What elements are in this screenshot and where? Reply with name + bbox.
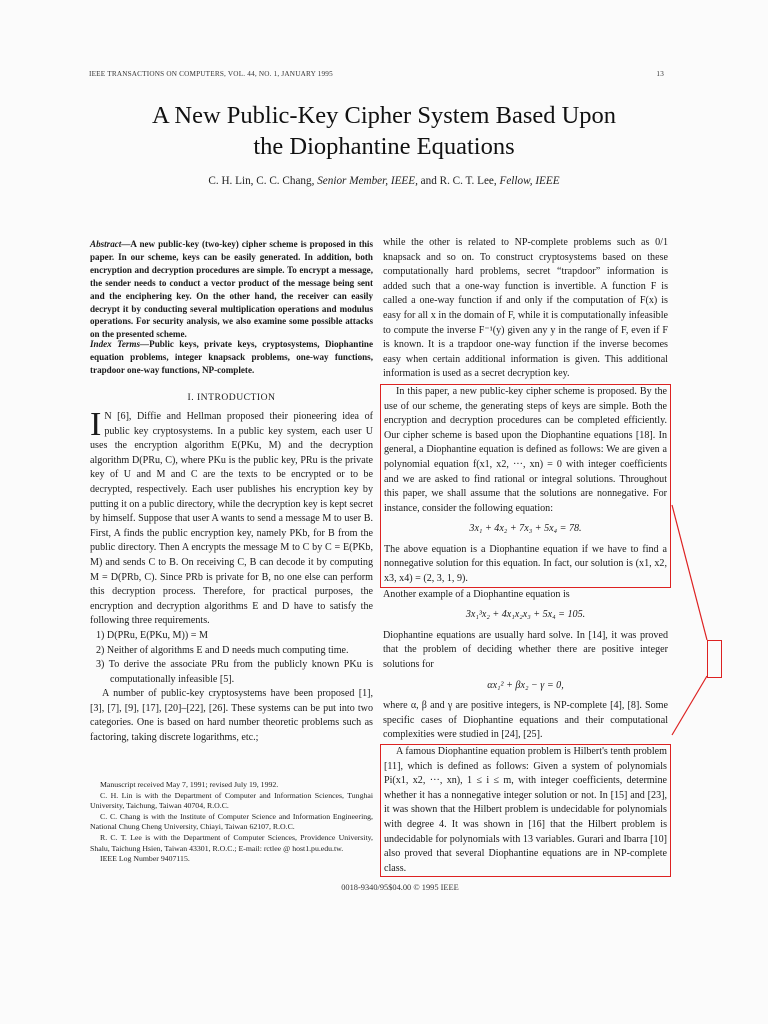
journal-name: IEEE TRANSACTIONS ON COMPUTERS, VOL. 44, NO. 1, JANUARY 1995 [89, 70, 333, 78]
equation-3: αx₁² + βx₂ − γ = 0, [487, 679, 564, 691]
right-paragraph-4: Diophantine equations are usually hard solve. In [14], it was proved that the problem of deciding whether there are positive integer solutions for [383, 629, 668, 671]
footnote-5: IEEE Log Number 9407115. [100, 854, 190, 864]
introduction-body [90, 406, 373, 746]
page-number: 13 [656, 70, 664, 78]
intro-paragraph-2: A number of public-key cryptosystems have been proposed [1], [3], [7], [9], [17], [20]–[22], [26]. These systems can be put into two categories. One is based on hard number theoretic problems such as factoring, taking discrete logarithms, etc.; [90, 688, 373, 744]
abstract [90, 238, 373, 341]
title-line-1: A New Public-Key Cipher System Based Upon [151, 102, 617, 129]
author-names-2: and R. C. T. Lee, [420, 175, 497, 187]
right-paragraph-1: while the other is related to NP-complete problems such as 0/1 knapsack and so on. To construct cryptosystems based on these computationally hard problems, secret “trapdoor” information is added such that a one-way function is invertible. A function F is called a one-way function if and only if the computation of F(x) is easy for all x in the domain of F, while it is computationally infeasible to compute the inverse F⁻¹(y) given any y in the range of F, even if F is known. It is a trapdoor one-way function if the inverse becomes easy when certain additional information is given. This additional information is used as a secret decryption key. [383, 237, 668, 380]
footnotes [90, 780, 373, 865]
right-paragraph-5: where α, β and γ are positive integers, is NP-complete [4], [8]. Some specific cases of Diophantine equations and their computational complexities were studied in [24], [25]. [383, 700, 668, 741]
footnote-4: R. C. T. Lee is with the Department of Computer Sciences, Providence University, Shalu, Taichung Hsien, Taiwan 43301, R.O.C.; E-mail: rctlee @ host1.pu.edu.tw. [90, 832, 373, 853]
author-line [0, 175, 768, 187]
copyright-line: 0018-9340/95$04.00 © 1995 IEEE [341, 883, 459, 892]
right-column [383, 236, 668, 877]
drop-cap: I [90, 406, 102, 443]
requirement-3: 3) To derive the associate PRu from the publicly known PKu is computationally infeasible [5]. [96, 659, 373, 685]
paper-title [0, 100, 768, 162]
highlight-box-1 [380, 384, 671, 588]
abstract-label: Abstract— [90, 239, 131, 249]
running-header [89, 70, 664, 78]
author-role-1: Senior Member, IEEE, [317, 175, 418, 187]
index-terms [90, 338, 373, 377]
intro-paragraph-1: N [6], Diffie and Hellman proposed their pioneering idea of public key cryptosystems. In a public key system, each user U uses the encryption algorithm E(PKu, M) and the decryption algorithm D(PRu, C), where PKu is the public key, PRu is the private key of U and M and C are the texts to be encrypted or to be decrypted, respectively. Each user publishes his encryption key by putting it on a public directory, while the decryption key is kept secret by himself. Suppose that user A wants to send a message M to user B. First, A finds the public encryption key, namely PKb, for B from the public directory. Then A encrypts the message M to C by C = E(PKb, M) and sends C to B. On receiving C, B can decode it by computing M = D(PRb, C). Since PRb is private for B, no one else can perform this decryption process. Therefore, for practical purposes, the encryption and decryption algorithms E and D have to satisfy the following three requirements. [90, 411, 373, 627]
abstract-text: A new public-key (two-key) cipher scheme is proposed in this paper. In our scheme, keys can be easily generated. In addition, both encryption and decryption procedures are simple. To encrypt a message, the sender needs to conduct a vector product of the message being sent and the enciphering key. On the other hand, the receiver can easily decrypt it by conducting several multiplication operations and modulus operations. For security analysis, we also examine some possible attacks on the presented scheme. [90, 239, 373, 340]
title-line-2: the Diophantine Equations [253, 133, 515, 160]
requirements-list [90, 629, 373, 687]
index-terms-label: Index Terms— [90, 339, 150, 349]
requirement-2: 2) Neither of algorithms E and D needs much computing time. [96, 644, 349, 656]
requirement-1: 1) D(PRu, E(PKu, M)) = M [96, 629, 208, 641]
equation-2: 3x₁³x₂ + 4x₁x₂x₃ + 5x₄ = 105. [465, 609, 586, 621]
highlight-box-2 [380, 744, 671, 877]
equation-1: 3x₁ + 4x₂ + 7x₃ + 5x₄ = 78. [469, 523, 582, 535]
author-role-2: Fellow, IEEE [499, 175, 560, 187]
leader-line-top [672, 505, 707, 640]
right-paragraph-3a: The above equation is a Diophantine equation if we have to find a nonnegative solution for this equation. In fact, our solution is (x1, x2, x3, x4) = (2, 3, 1, 9). [384, 543, 667, 585]
section-heading: I. INTRODUCTION [187, 392, 276, 403]
right-paragraph-2: In this paper, a new public-key cipher scheme is proposed. By the use of our scheme, the generating steps of keys are simple. Both the encryption and decryption procedures can be completed efficiently. Our cipher scheme is based upon the Diophantine equations [18]. In general, a Diophantine equation is defined as follows: We are given a polynomial equation f(x1, x2, ···, xn) = 0 with integer coefficients and we are asked to find rational or integral solutions. Throughout this paper, we shall assume that the solutions are nonnegative. For instance, consider the following equation: [384, 385, 667, 514]
footnote-3: C. C. Chang is with the Institute of Computer Science and Information Engineering, National Chung Cheng University, Chiayi, Taiwan 62107, R.O.C. [90, 811, 373, 832]
author-names-1: C. H. Lin, C. C. Chang, [208, 175, 315, 187]
leader-line-bottom [672, 676, 707, 735]
footnote-2: C. H. Lin is with the Department of Computer and Information Sciences, Tunghai University, Taichung, Taiwan 40704, R.O.C. [90, 790, 373, 811]
right-paragraph-6: A famous Diophantine equation problem is Hilbert's tenth problem [11], which is defined as follows: Given a system of polynomials Pi(x1, x2, ···, xn), 1 ≤ i ≤ m, with integer coefficients, determine whether it has a nonnegative integer solution or not. In [15] and [23], it was shown that the Hilbert problem is undecidable for polynomials with degree 4. It was shown in [16] that the Hilbert problem is undecidable for polynomials with 13 variables. Gurari and Ibarra [10] also proved that several Diophantine equations are in NP-complete class. [384, 746, 667, 874]
right-paragraph-3b: Another example of a Diophantine equation is [383, 588, 570, 600]
annotation-marker [707, 640, 722, 678]
footnote-1: Manuscript received May 7, 1991; revised July 19, 1992. [100, 780, 279, 789]
index-terms-text: Public keys, private keys, cryptosystems, Diophantine equation problems, integer knapsack problems, one-way functions, trapdoor one-way functions, NP-complete. [90, 339, 373, 375]
